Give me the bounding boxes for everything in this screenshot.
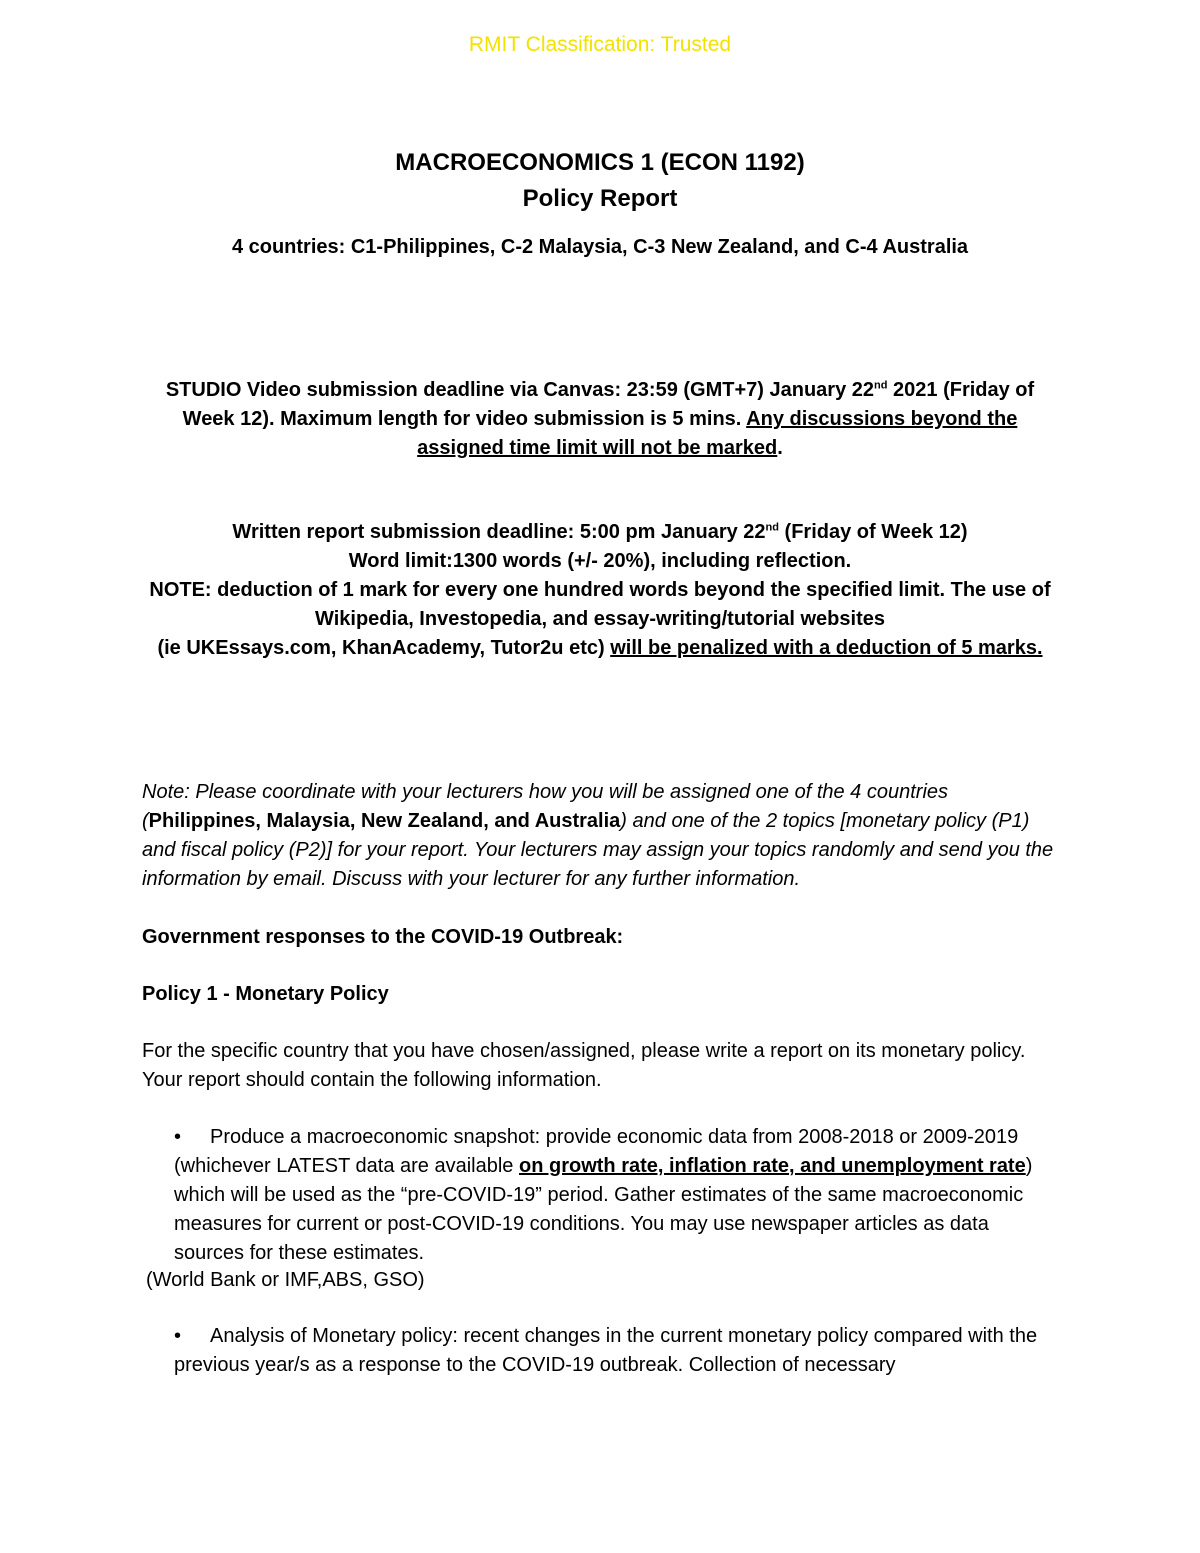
- classification-label: RMIT Classification: Trusted: [468, 33, 732, 56]
- word-limit: Word limit:1300 words (+/- 20%), including reflection.: [348, 550, 852, 572]
- penalty-line: [120, 634, 1080, 663]
- policy-intro: For the specific country that you have chosen/assigned, please write a report on its monetary policy. Your report should contain the following information.: [142, 1040, 1026, 1091]
- video-deadline-sup: nd: [874, 379, 888, 392]
- banned-sites: (ie UKEssays.com, KhanAcademy, Tutor2u etc): [157, 637, 611, 659]
- penalty-text: will be penalized with a deduction of 5 marks.: [610, 637, 1043, 659]
- written-deadline: [120, 518, 1080, 547]
- policy-1-heading: Policy 1 - Monetary Policy: [142, 983, 389, 1005]
- video-deadline-text-2: 2021 (Friday of Week 12). Maximum length for video submission is 5 mins.: [182, 379, 1035, 430]
- bullet-snapshot-text: [174, 1123, 1064, 1268]
- note-text-2: ) and one of the 2 topics [monetary policy (P1) and fiscal policy (P2)] for your report. Your lecturers may assign your topics randomly and send you the information by email. Discuss with your lecturer for any further information.: [142, 810, 1054, 890]
- bullet-symbol: •: [174, 1126, 182, 1148]
- written-report-info: [120, 518, 1080, 663]
- bullet-monetary-analysis: [174, 1322, 1064, 1380]
- countries-line: 4 countries: C1-Philippines, C-2 Malaysia, C-3 New Zealand, and C-4 Australia: [231, 236, 969, 258]
- data-sources: (World Bank or IMF,ABS, GSO): [146, 1269, 425, 1291]
- document-subtitle: Policy Report: [522, 185, 678, 212]
- bullet-snapshot: [174, 1123, 1064, 1268]
- video-time-limit-warning: Any discussions beyond the assigned time limit will not be marked: [417, 408, 1018, 459]
- written-deadline-text: Written report submission deadline: 5:00 pm January 22: [232, 521, 766, 543]
- video-deadline-text: STUDIO Video submission deadline via Canvas: 23:59 (GMT+7) January 22: [165, 379, 875, 401]
- video-end: .: [777, 437, 783, 459]
- bullet-symbol: •: [174, 1325, 182, 1347]
- deduction-note: NOTE: deduction of 1 mark for every one hundred words beyond the specified limit. The use of Wikipedia, Investopedia, and essay-writing/tutorial websites: [149, 579, 1051, 630]
- assignment-note: [142, 778, 1062, 894]
- document-title: MACROECONOMICS 1 (ECON 1192): [395, 149, 805, 176]
- section-heading: Government responses to the COVID-19 Outbreak:: [142, 926, 624, 948]
- bullet-underlined: on growth rate, inflation rate, and unemployment rate: [519, 1155, 1026, 1177]
- bullet-text-a: Produce a macroeconomic snapshot: provide economic data from 2008-2018 or 2009-2019 (whichever LATEST data are available: [174, 1126, 1019, 1177]
- note-text-1: Note: Please coordinate with your lecturers how you will be assigned one of the 4 countries (: [142, 781, 949, 832]
- bullet-text-b: ) which will be used as the “pre-COVID-19” period. Gather estimates of the same macroeconomic measures for current or post-COVID-19 conditions. You may use newspaper articles as data sources for these estimates.: [174, 1155, 1033, 1264]
- video-deadline: [140, 376, 1060, 463]
- written-deadline-text-2: (Friday of Week 12): [778, 521, 968, 543]
- note-countries: Philippines, Malaysia, New Zealand, and Australia: [148, 810, 621, 832]
- bullet-analysis-text: Analysis of Monetary policy: recent changes in the current monetary policy compared with the previous year/s as a response to the COVID-19 outbreak. Collection of necessary: [174, 1325, 1038, 1376]
- written-deadline-sup: nd: [765, 521, 779, 534]
